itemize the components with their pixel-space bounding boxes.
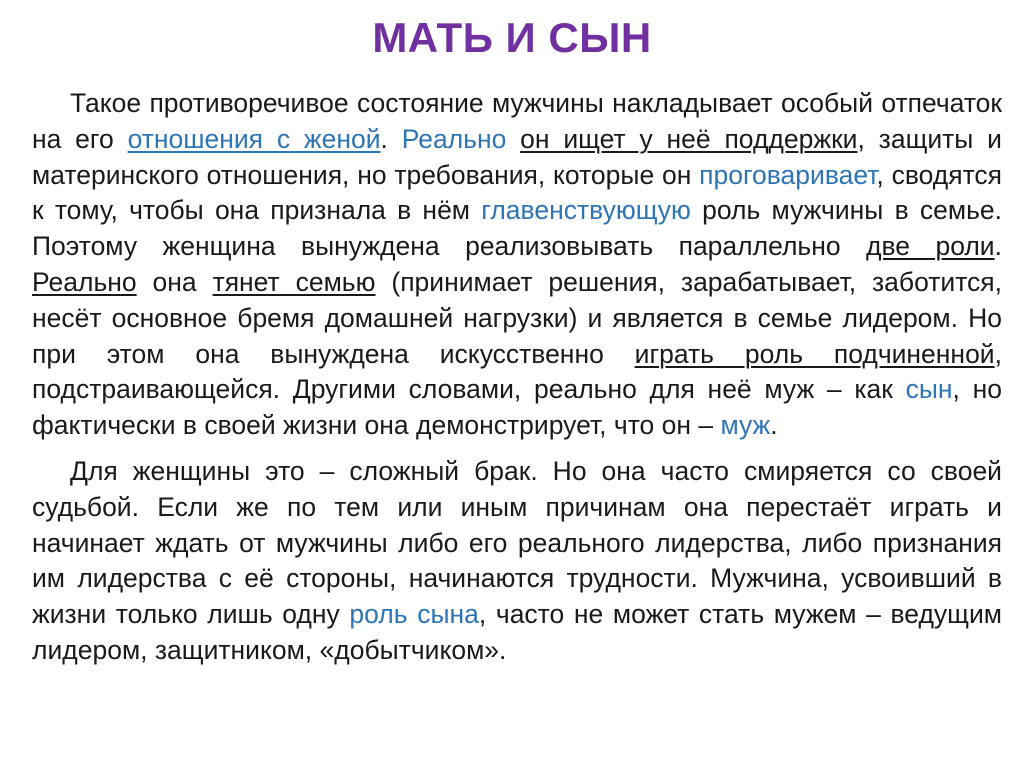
text-run: Для женщины это – сложный брак. Но она часто смиряется со своей судьбой. Если же по тем или иным причинам она перестаёт играть и начинает ждать от мужчины либо его реального лидерства, либо признания им лидерства с её стороны, начинаются трудности. Мужчина, усвоивший в жизни только лишь одну [32, 455, 1002, 630]
text-run: , защиты и материнского отношения, но требования, которые он [32, 123, 1002, 190]
slide-title: МАТЬ И СЫН [372, 14, 652, 61]
text-run: , сводятся к тому, чтобы она признала в нём [32, 159, 1003, 226]
highlighted-word: муж [720, 410, 771, 441]
text-run: , но фактически в своей жизни она демонстрирует, что он – [32, 374, 1002, 441]
text-run: . [994, 231, 1002, 262]
text-run: она [136, 266, 213, 297]
highlighted-word: Реально [401, 123, 507, 154]
underlined-phrase: Реально [32, 266, 137, 297]
paragraph-2 [32, 454, 1002, 669]
underlined-phrase: две роли [866, 231, 995, 262]
text-run: , подстраивающейся. Другими словами, реально для неё муж – как [32, 338, 1002, 405]
highlighted-word: проговаривает [699, 159, 877, 190]
text-run [506, 124, 520, 154]
text-run: . [770, 410, 778, 441]
highlighted-phrase: роль сына [349, 599, 479, 630]
underlined-phrase: тянет семью [212, 266, 376, 297]
paragraph-1 [32, 86, 1002, 444]
text-run: роль мужчины в семье. Поэтому женщина вынуждена реализовывать параллельно [32, 195, 1002, 262]
highlighted-word: сын [905, 374, 953, 405]
text-run: , часто не может стать мужем – ведущим лидером, защитником, «добытчиком». [32, 599, 1002, 665]
highlighted-phrase: отношения с женой [127, 123, 381, 154]
underlined-phrase: он ищет у неё поддержки [520, 123, 858, 154]
underlined-phrase: играть роль подчиненной [634, 338, 995, 369]
text-run: . [380, 123, 402, 154]
text-run: Такое противоречивое состояние мужчины накладывает особый отпечаток на его [32, 88, 1002, 154]
slide-bottom-edge [0, 759, 1024, 767]
text-run: (принимает решения, зарабатывает, заботится, несёт основное бремя домашней нагрузки) и является в семье лидером. Но при этом она вынуждена искусственно [32, 266, 1003, 369]
slide-body [32, 86, 1002, 669]
highlighted-word: главенствующую [481, 195, 691, 226]
